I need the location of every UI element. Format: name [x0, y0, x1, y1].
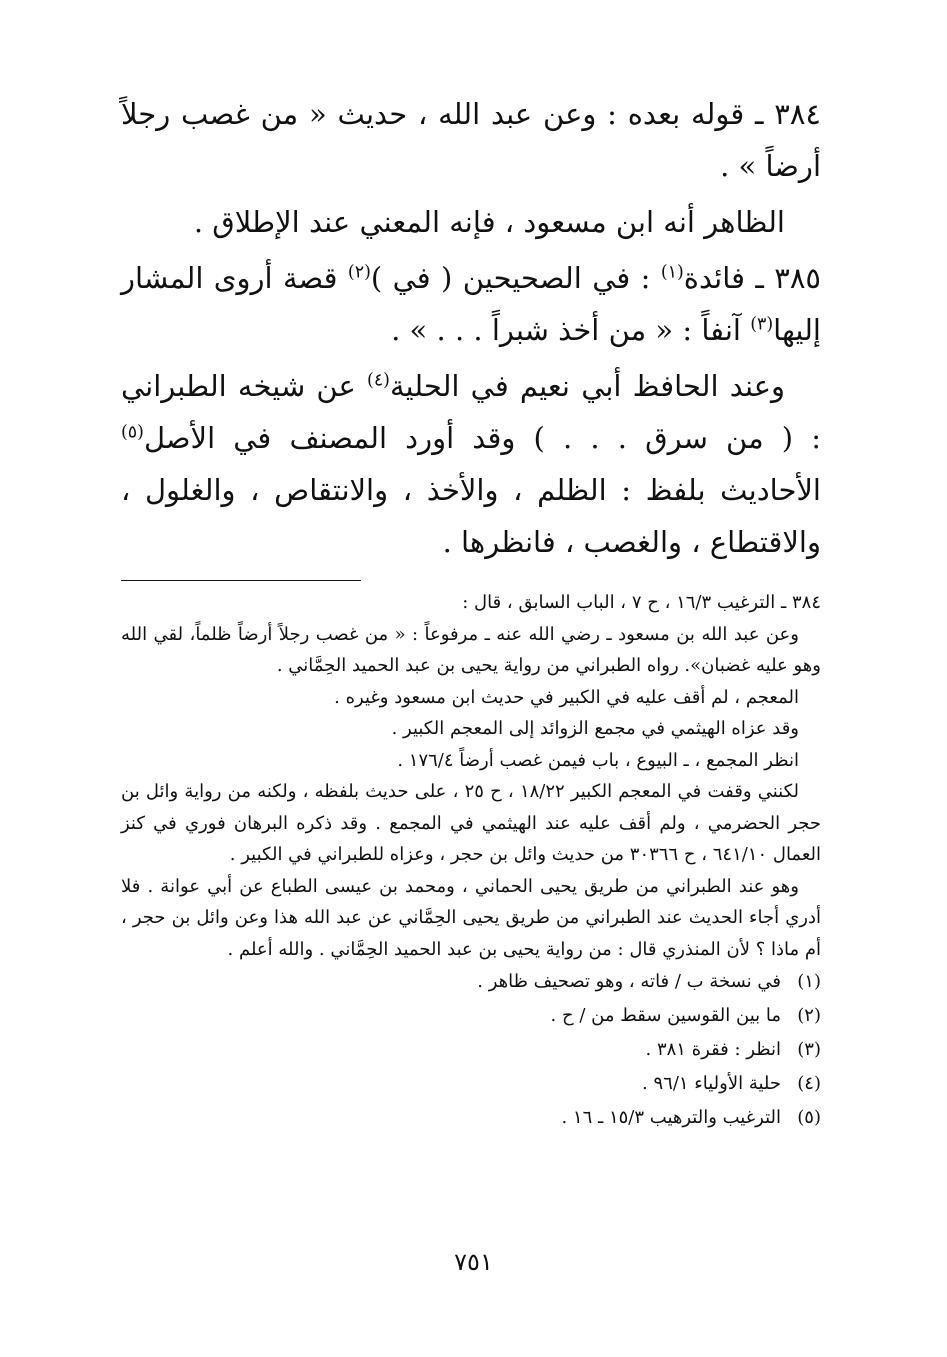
footnote-ref-1[interactable]: (١): [660, 262, 684, 283]
paragraph-384: ٣٨٤ ـ قوله بعده : وعن عبد الله ، حديث « من غصب رجلاً أرضاً » .: [121, 97, 821, 183]
numbered-notes: [121, 965, 821, 1135]
footnote-line: وقد عزاه الهيثمي في مجمع الزوائد إلى المعجم الكبير .: [391, 718, 799, 739]
footnote-ref-2[interactable]: (٢): [347, 262, 371, 283]
footnote-line: وعن عبد الله بن مسعود ـ رضي الله عنه ـ مرفوعاً : « من غصب رجلاً أرضاً ظلماً، لقي الله وهو عليه غضبان». رواه الطبراني من رواية يحيى بن عبد الحميد الحِمَّاني .: [121, 623, 821, 676]
footnote-ref-4[interactable]: (٤): [367, 370, 390, 391]
footnote-line: انظر المجمع ، ـ البيوع ، باب فيمن غصب أرضاً ١٧٦/٤ .: [397, 749, 799, 771]
note-3: (٣) انظر : فقرة ٣٨١ .: [645, 1039, 821, 1060]
paragraph-385: ٣٨٥ ـ فائدة$^{(١)}$ : في الصحيحين ( في )$^{(٢)}$ قصة أروى المشار إليها$^{(٣)}$ آنفاً : « من أخذ شبراً . . . » .: [121, 261, 821, 347]
page-number: ٧٥١: [454, 1248, 493, 1276]
footnote-line: لكنني وقفت في المعجم الكبير ١٨/٢٢ ، ح ٢٥ ، على حديث بلفظه ، ولكنه من رواية وائل بن حجر الحضرمي ، ولم أقف عليه عند الهيثمي في المجمع . وقد ذكره البرهان فوري في كنز العمال ٦٤١/١٠ ، ح ٣٠٣٦٦ من حديث وائل بن حجر ، وعزاه للطبراني في الكبير .: [121, 781, 821, 865]
main-text: [121, 88, 821, 568]
note-1: (١) في نسخة ب / فاته ، وهو تصحيف ظاهر .: [477, 971, 821, 992]
footnote-line: المعجم ، لم أقف عليه في الكبير في حديث ابن مسعود وغيره .: [334, 686, 799, 708]
footnote-384: [121, 587, 821, 965]
footnote-line: وهو عند الطبراني من طريق يحيى الحماني ، ومحمد بن عيسى الطباع عن أبي عوانة . فلا أدري أجاء الحديث عند الطبراني من طريق يحيى الحِمَّاني عن عبد الله هذا وعن وائل بن حجر ، أم ماذا ؟ لأن المنذري قال : من رواية يحيى بن عبد الحميد الحِمَّاني . والله أعلم .: [121, 875, 821, 960]
footnote-ref-3[interactable]: (٣): [750, 314, 774, 335]
note-4: (٤) حلية الأولياء ٩٦/١ .: [642, 1073, 821, 1094]
footnote-line: ٣٨٤ ـ الترغيب ١٦/٣ ، ح ٧ ، الباب السابق ، قال :: [462, 592, 821, 613]
note-2: (٢) ما بين القوسين سقط من / ح .: [550, 1005, 821, 1026]
page-content: [121, 88, 821, 1135]
paragraph-385-continued: وعند الحافظ أبي نعيم في الحلية$^{(٤)}$ عن شيخه الطبراني : ( من سرق . . . ) وقد أورد المصنف في الأصل$^{(٥)}$ الأحاديث بلفظ : الظلم ، والأخذ ، والانتقاص ، والغلول ، والاقتطاع ، والغصب ، فانظرها .: [121, 369, 821, 559]
paragraph-384-comment: الظاهر أنه ابن مسعود ، فإنه المعني عند الإطلاق .: [193, 205, 785, 239]
footnote-separator: [121, 580, 361, 581]
footnote-ref-5[interactable]: (٥): [121, 422, 144, 443]
note-5: (٥) الترغيب والترهيب ١٥/٣ ـ ١٦ .: [561, 1107, 821, 1128]
